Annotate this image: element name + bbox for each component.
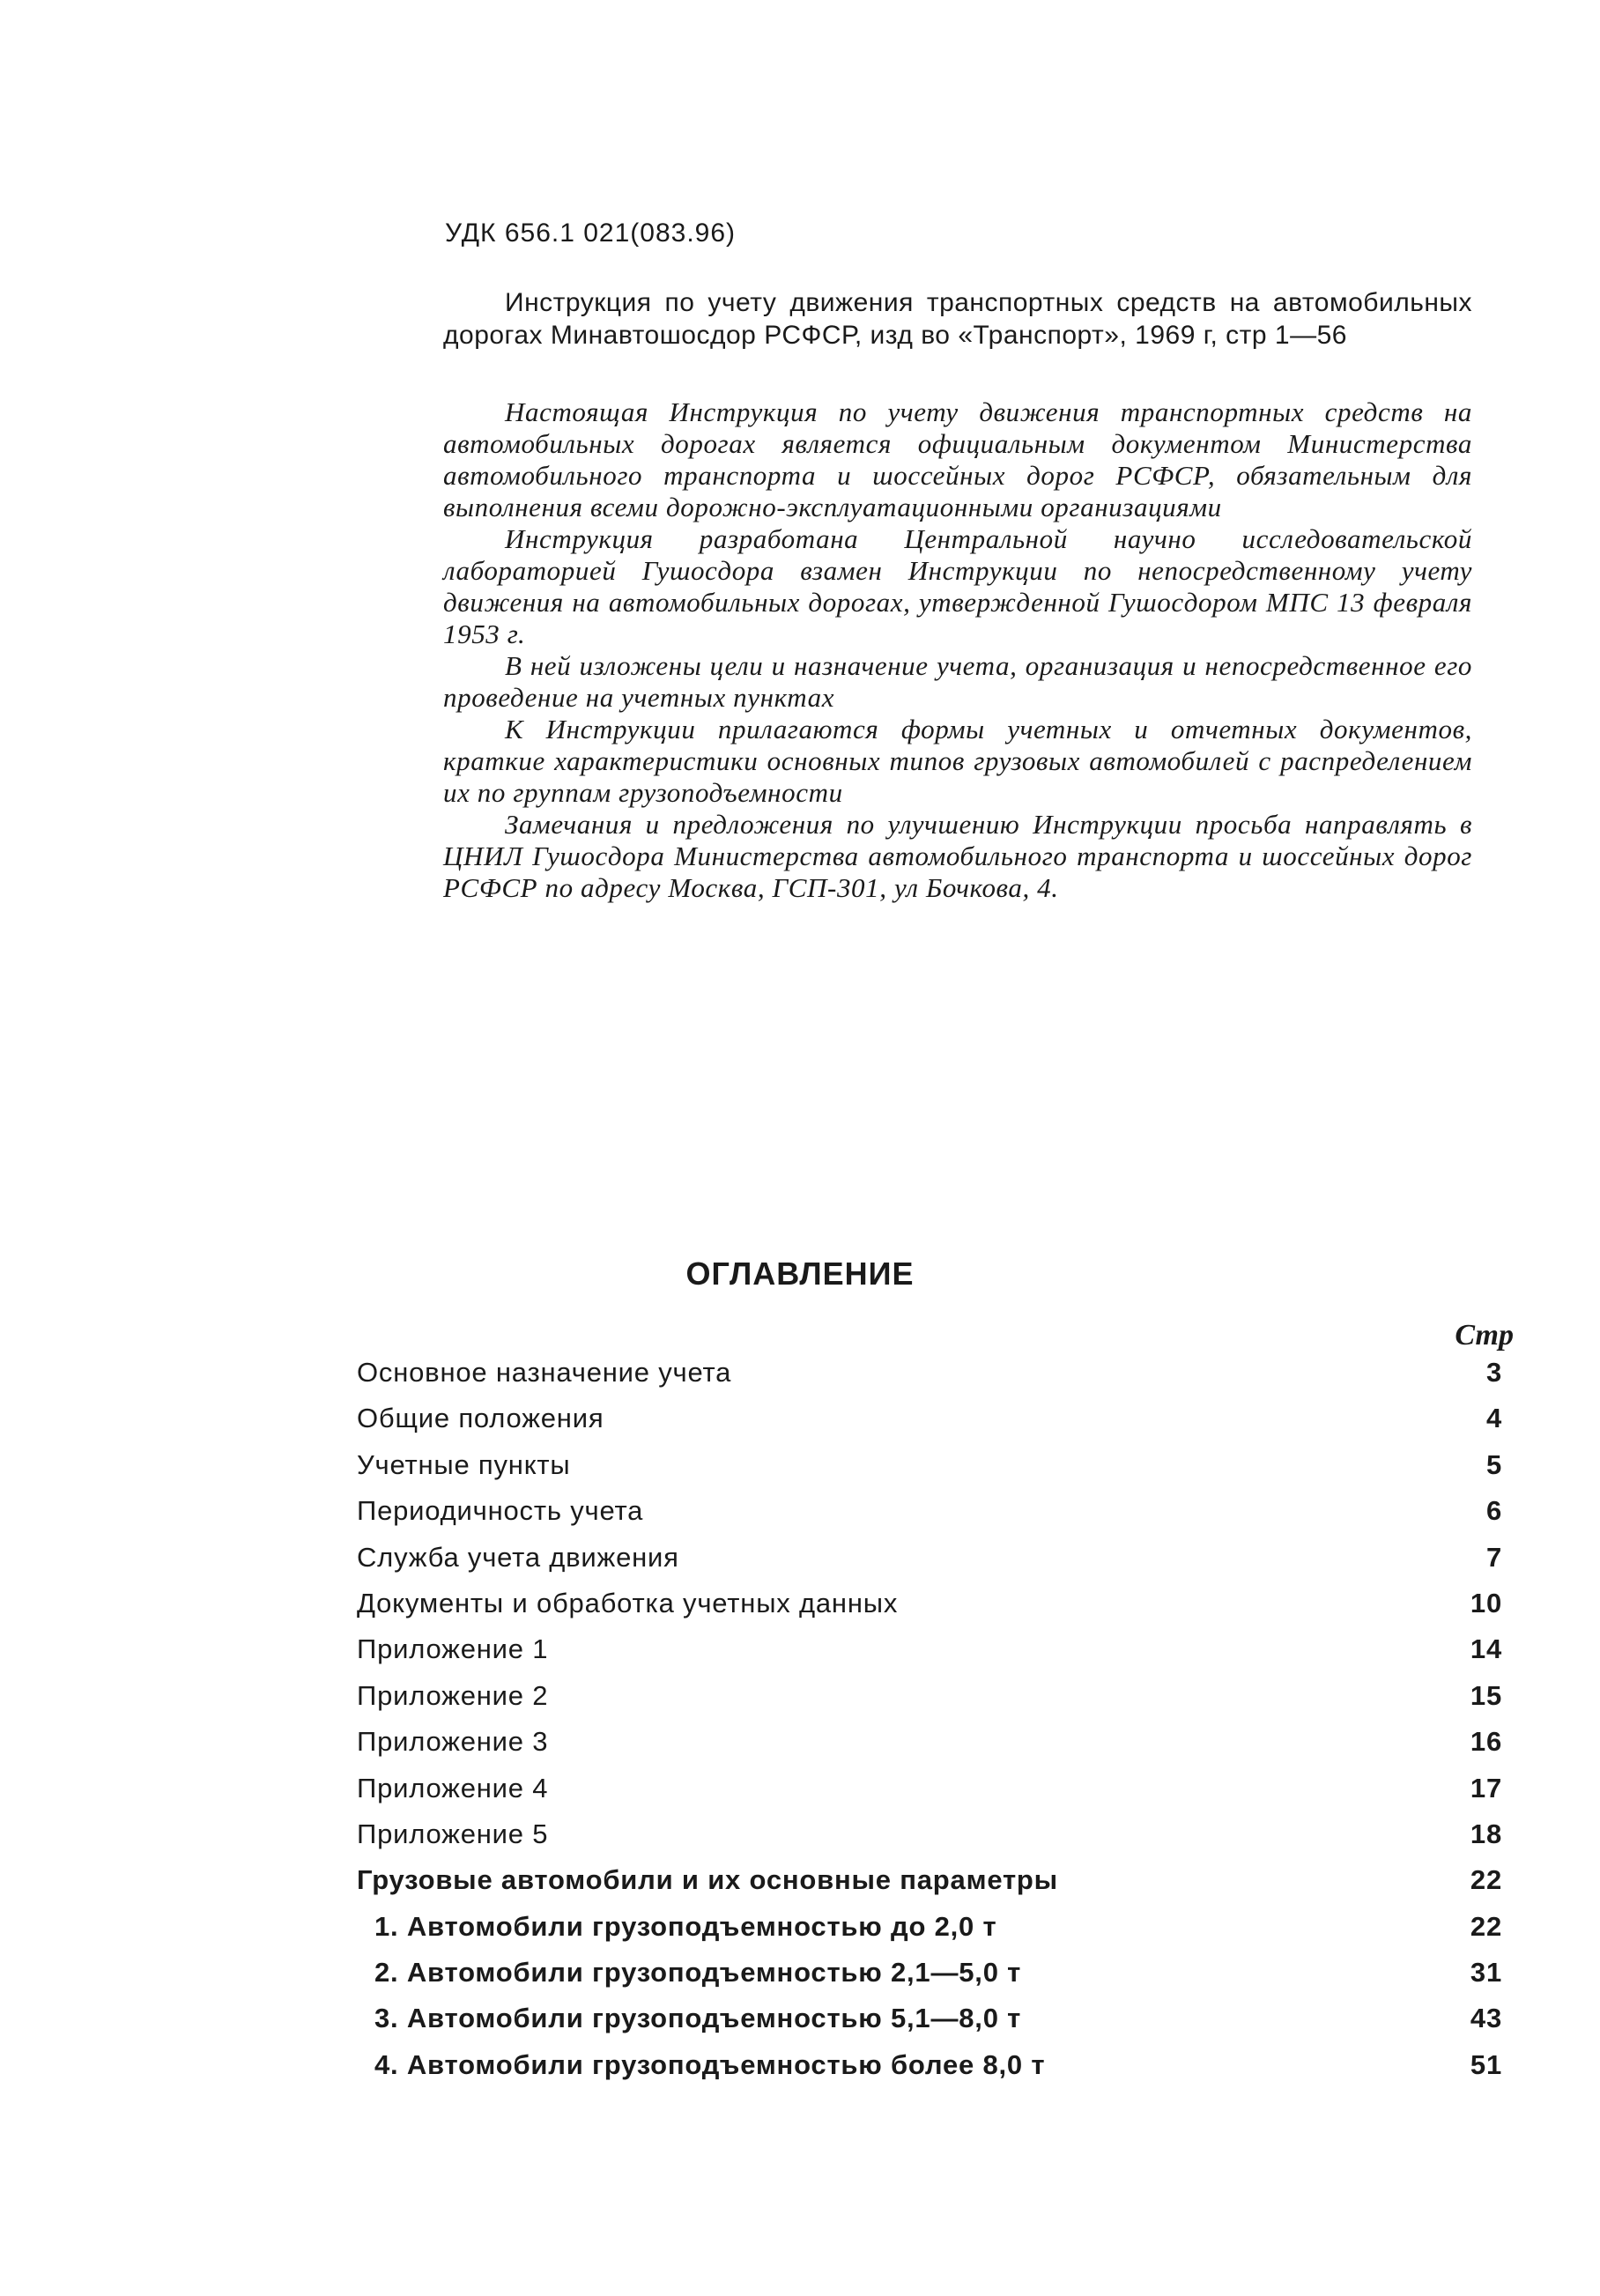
toc-subentry — [357, 2049, 1502, 2095]
toc-entry — [357, 1680, 1502, 1726]
toc-entry-label: Приложение 4 — [357, 1772, 549, 1803]
toc-entry-label: Приложение 2 — [357, 1679, 549, 1711]
toc-entry-label: Периодичность учета — [357, 1495, 644, 1527]
bibliographic-citation: Инструкция по учету движения транспортных средств на автомобильных дорогах Минавтошосдор РСФСР, изд во «Транспорт», 1969 г, стр 1—56 — [443, 288, 1472, 350]
toc-entry — [357, 1818, 1502, 1864]
toc-entry-page: 51 — [1470, 2048, 1502, 2080]
toc-entry-label: Учетные пункты — [357, 1448, 571, 1480]
toc-entry-page: 3 — [1485, 1357, 1502, 1388]
toc-subentry — [357, 1957, 1502, 2003]
abstract-paragraph: Настоящая Инструкция по учету движения транспортных средств на автомобильных дорогах является официальным документом Министерства автомобильного транспорта и шоссейных дорог РСФСР, обязательным для выполнения всеми дорожно-эксплуатационными организациями — [443, 396, 1472, 522]
toc-entry-page: 43 — [1470, 2003, 1502, 2034]
toc-entry-page: 5 — [1485, 1448, 1502, 1480]
table-of-contents — [357, 1357, 1502, 2095]
toc-entry — [357, 1403, 1502, 1448]
toc-entry — [357, 1726, 1502, 1772]
toc-entry — [357, 1864, 1502, 1910]
toc-entry-label: 4. Автомобили грузоподъемностью более 8,0 т — [374, 2048, 1046, 2080]
toc-entry-page: 16 — [1470, 1726, 1502, 1758]
toc-entry-page: 17 — [1470, 1772, 1502, 1803]
toc-entry-label: Общие положения — [357, 1403, 604, 1434]
toc-entry-page: 15 — [1470, 1679, 1502, 1711]
udk-code: УДК 656.1 021(083.96) — [445, 218, 737, 248]
toc-entry-label: Приложение 5 — [357, 1818, 549, 1849]
toc-subentry — [357, 2003, 1502, 2048]
toc-entry-label: Документы и обработка учетных данных — [357, 1587, 899, 1618]
toc-entry-label: 2. Автомобили грузоподъемностью 2,1—5,0 т — [374, 1957, 1022, 1989]
toc-entry — [357, 1588, 1502, 1633]
abstract-paragraph: В ней изложены цели и назначение учета, организация и непосредственное его проведение на учетных пунктах — [443, 650, 1472, 713]
abstract-paragraph: Инструкция разработана Центральной научно исследовательской лабораторией Гушосдора взамен Инструкции по непосредственному учету движения на автомобильных дорогах, утвержденной Гушосдором МПС 13 февраля 1953 г. — [443, 523, 1472, 649]
toc-entry-label: Приложение 1 — [357, 1633, 549, 1665]
toc-entry-label: Основное назначение учета — [357, 1357, 732, 1388]
toc-entry-page: 18 — [1470, 1818, 1502, 1849]
toc-entry-page: 14 — [1470, 1633, 1502, 1665]
toc-entry — [357, 1542, 1502, 1588]
toc-page-column-label: Стр — [1455, 1319, 1514, 1352]
toc-entry-label: 3. Автомобили грузоподъемностью 5,1—8,0 т — [374, 2003, 1022, 2034]
toc-entry-page: 31 — [1470, 1957, 1502, 1989]
toc-entry-label: Служба учета движения — [357, 1541, 679, 1573]
abstract — [443, 396, 1472, 904]
toc-entry-page: 10 — [1470, 1587, 1502, 1618]
toc-title: ОГЛАВЛЕНИЕ — [685, 1255, 915, 1292]
toc-entry — [357, 1357, 1502, 1403]
abstract-paragraph: Замечания и предложения по улучшению Инструкции просьба направлять в ЦНИЛ Гушосдора Министерства автомобильного транспорта и шоссейных дорог РСФСР по адресу Москва, ГСП-301, ул Бочкова, 4. — [443, 809, 1472, 903]
toc-entry-label: Грузовые автомобили и их основные параметры — [357, 1864, 1058, 1896]
toc-entry-page: 22 — [1470, 1910, 1502, 1942]
toc-entry-label: Приложение 3 — [357, 1726, 549, 1758]
toc-entry-page: 6 — [1485, 1495, 1502, 1527]
toc-entry-page: 4 — [1485, 1403, 1502, 1434]
toc-subentry — [357, 1911, 1502, 1957]
toc-entry-page: 7 — [1485, 1541, 1502, 1573]
toc-entry-page: 22 — [1470, 1864, 1502, 1896]
abstract-paragraph: К Инструкции прилагаются формы учетных и отчетных документов, краткие характеристики основных типов грузовых автомобилей с распределением их по группам грузоподъемности — [443, 714, 1472, 808]
toc-entry — [357, 1773, 1502, 1818]
toc-entry-label: 1. Автомобили грузоподъемностью до 2,0 т — [374, 1910, 997, 1942]
toc-entry — [357, 1633, 1502, 1679]
toc-entry — [357, 1449, 1502, 1495]
toc-entry — [357, 1495, 1502, 1541]
